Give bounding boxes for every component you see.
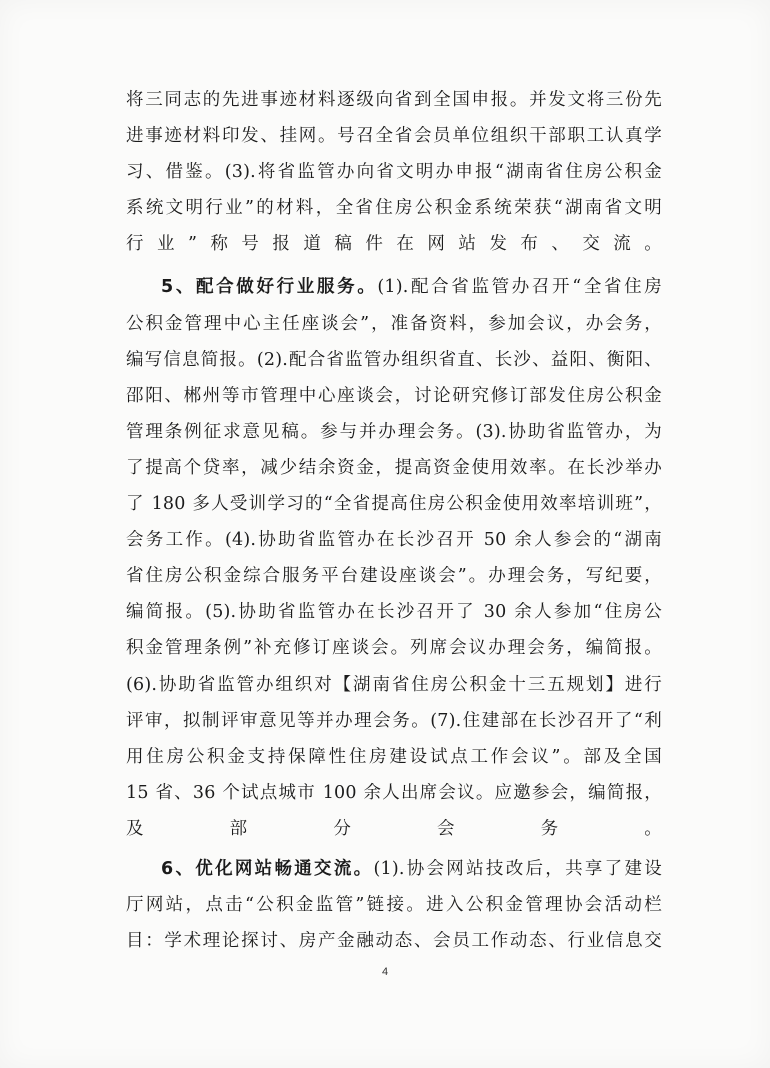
paragraph-line: 省住房公积金综合服务平台建设座谈会”。办理会务，写纪要， bbox=[126, 566, 662, 587]
paragraph-line: 了 180 多人受训学习的“全省提高住房公积金使用效率培训班”， bbox=[126, 494, 662, 515]
paragraph-1 bbox=[126, 82, 662, 262]
paragraph-line: 编写信息简报。(2).配合省监管办组织省直、长沙、益阳、衡阳、 bbox=[126, 349, 662, 370]
paragraph-line: (6).协助省监管办组织对【湖南省住房公积金十三五规划】进行 bbox=[126, 674, 662, 695]
paragraph-line: 管理条例征求意见稿。参与并办理会务。(3).协助省监管办，为 bbox=[126, 421, 662, 442]
paragraph-line: 会务工作。(4).协助省监管办在长沙召开 50 余人参会的“湖南 bbox=[126, 530, 662, 551]
paragraph-3 bbox=[126, 851, 662, 959]
paragraph-line: 及部分会务。 bbox=[126, 818, 662, 839]
paragraph-line: 15 省、36 个试点城市 100 余人出席会议。应邀参会，编简报， bbox=[126, 782, 662, 803]
paragraph-line: 公积金管理中心主任座谈会”，准备资料，参加会议，办会务， bbox=[126, 313, 662, 334]
paragraph-line-text: (1).协会网站技改后，共享了建设 bbox=[373, 858, 662, 879]
paragraph-line: 目：学术理论探讨、房产金融动态、会员工作动态、行业信息交 bbox=[126, 931, 662, 952]
paragraph-2 bbox=[126, 269, 662, 847]
paragraph-line: 将三同志的先进事迹材料逐级向省到全国申报。并发文将三份先 bbox=[126, 90, 662, 110]
section-heading-6: 6、优化网站畅通交流。 bbox=[161, 858, 374, 879]
paragraph-first-line bbox=[126, 269, 662, 305]
paragraph-line: 邵阳、郴州等市管理中心座谈会，讨论研究修订部发住房公积金 bbox=[126, 385, 662, 406]
paragraph-line: 习、借鉴。(3).将省监管办向省文明办申报“湖南省住房公积金 bbox=[126, 162, 662, 183]
document-body bbox=[126, 82, 662, 962]
paragraph-line: 积金管理条例”补充修订座谈会。列席会议办理会务，编简报。 bbox=[126, 638, 662, 659]
paragraph-line: 进事迹材料印发、挂网。号召全省会员单位组织干部职工认真学 bbox=[126, 126, 662, 147]
paragraph-line: 厅网站，点击“公积金监管”链接。进入公积金管理协会活动栏 bbox=[126, 895, 662, 916]
paragraph-first-line bbox=[126, 851, 662, 887]
paragraph-line: 用住房公积金支持保障性住房建设试点工作会议”。部及全国 bbox=[126, 746, 662, 767]
section-heading-5: 5、配合做好行业服务。 bbox=[161, 277, 378, 298]
page-number: 4 bbox=[381, 966, 389, 978]
paragraph-line: 行业”称号报道稿件在网站发布、交流。 bbox=[126, 234, 662, 255]
paragraph-line: 了提高个贷率，减少结余资金，提高资金使用效率。在长沙举办 bbox=[126, 457, 662, 478]
paragraph-line-text: (1).配合省监管办召开“全省住房 bbox=[377, 277, 662, 298]
paragraph-line: 评审，拟制评审意见等并办理会务。(7).住建部在长沙召开了“利 bbox=[126, 710, 662, 731]
paragraph-line: 系统文明行业”的材料，全省住房公积金系统荣获“湖南省文明 bbox=[126, 198, 662, 219]
paragraph-line: 编简报。(5).协助省监管办在长沙召开了 30 余人参加“住房公 bbox=[126, 602, 662, 623]
